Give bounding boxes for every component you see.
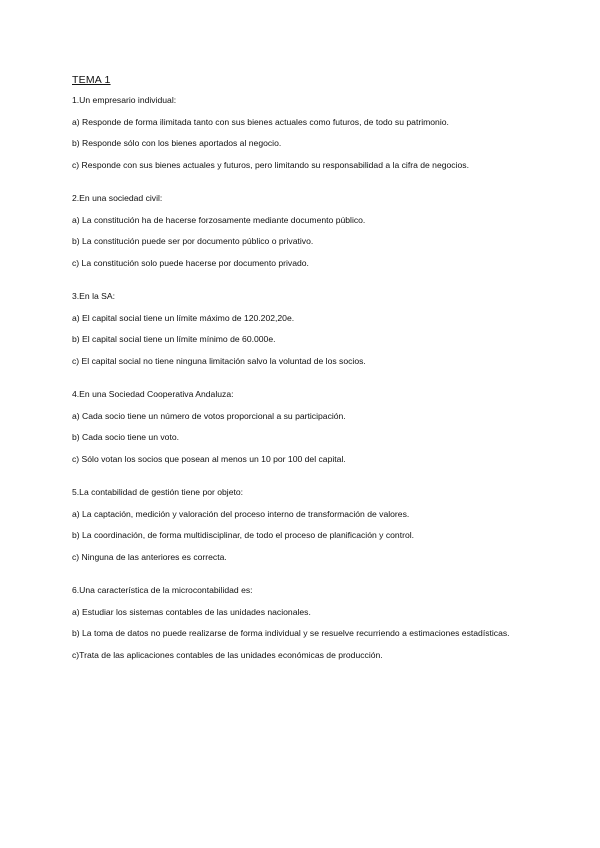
spacer xyxy=(72,278,542,290)
option-a: a) Cada socio tiene un número de votos proporcional a su participación. xyxy=(72,410,346,421)
option-b: b) Responde sólo con los bienes aportados al negocio. xyxy=(72,138,282,148)
question-text: 5.La contabilidad de gestión tiene por objeto: xyxy=(72,487,244,497)
question-2 xyxy=(72,192,542,269)
option-b: b) La toma de datos no puede realizarse de forma individual y se resuelve recurriendo a estimaciones estadísticas. xyxy=(72,628,510,638)
question-6 xyxy=(72,584,542,661)
option-c: c) Responde con sus bienes actuales y futuros, pero limitando su responsabilidad a la cifra de negocios. xyxy=(72,159,469,170)
option-c: c) El capital social no tiene ninguna limitación salvo la voluntad de los socios. xyxy=(72,355,366,366)
spacer xyxy=(72,180,542,192)
option-a: a) El capital social tiene un límite máximo de 120.202,20e. xyxy=(72,312,295,323)
option-a: a) La captación, medición y valoración del proceso interno de transformación de valores. xyxy=(72,508,410,519)
option-b: b) La constitución puede ser por documento público o privativo. xyxy=(72,236,314,246)
option-b: b) La coordinación, de forma multidisciplinar, de todo el proceso de planificación y control. xyxy=(72,530,415,540)
question-text: 2.En una sociedad civil: xyxy=(72,193,163,203)
document-page xyxy=(72,74,542,670)
question-4 xyxy=(72,388,542,465)
spacer xyxy=(72,572,542,584)
option-a: a) La constitución ha de hacerse forzosamente mediante documento público. xyxy=(72,214,366,225)
option-b: b) El capital social tiene un límite mínimo de 60.000e. xyxy=(72,334,276,344)
option-c: c)Trata de las aplicaciones contables de las unidades económicas de producción. xyxy=(72,649,383,660)
option-c: c) Ninguna de las anteriores es correcta. xyxy=(72,551,227,562)
question-text: 3.En la SA: xyxy=(72,291,115,301)
option-c: c) Sólo votan los socios que posean al menos un 10 por 100 del capital. xyxy=(72,453,346,464)
option-a: a) Estudiar los sistemas contables de las unidades nacionales. xyxy=(72,606,311,617)
question-3 xyxy=(72,290,542,367)
question-5 xyxy=(72,486,542,563)
question-text: 4.En una Sociedad Cooperativa Andaluza: xyxy=(72,389,234,399)
option-b: b) Cada socio tiene un voto. xyxy=(72,432,180,442)
option-a: a) Responde de forma ilimitada tanto con sus bienes actuales como futuros, de todo su patrimonio. xyxy=(72,116,449,127)
question-text: 1.Un empresario individual: xyxy=(72,95,177,105)
question-text: 6.Una característica de la microcontabilidad es: xyxy=(72,585,253,595)
spacer xyxy=(72,376,542,388)
option-c: c) La constitución solo puede hacerse por documento privado. xyxy=(72,257,309,268)
question-1 xyxy=(72,94,542,171)
document-title: TEMA 1 xyxy=(72,74,111,86)
spacer xyxy=(72,474,542,486)
